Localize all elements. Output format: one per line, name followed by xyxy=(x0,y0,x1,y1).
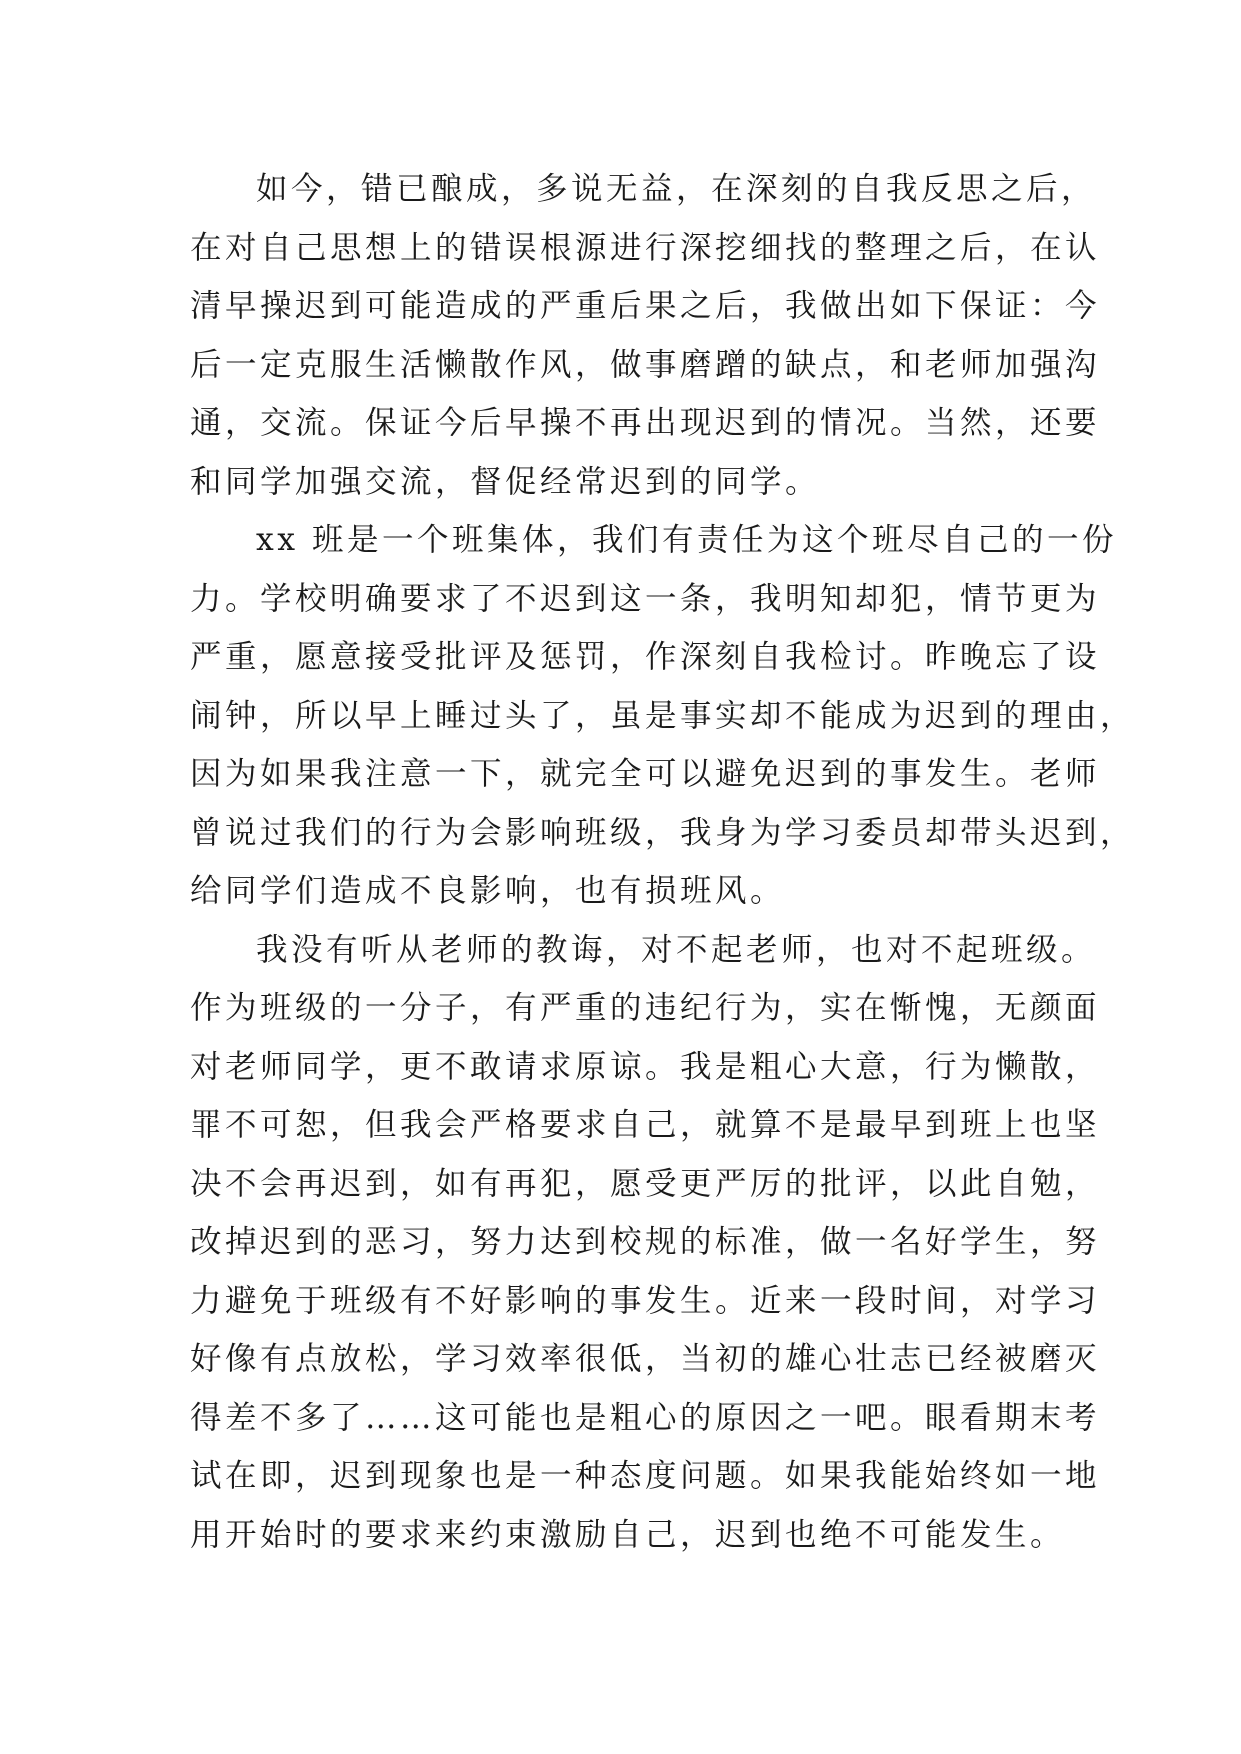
paragraph-line: 试在即，迟到现象也是一种态度问题。如果我能始终如一地 xyxy=(190,1458,1101,1494)
paragraph-line: 改掉迟到的恶习，努力达到校规的标准，做一名好学生，努 xyxy=(190,1224,1101,1260)
paragraph-2 xyxy=(190,511,1136,921)
paragraph-line: 决不会再迟到，如有再犯，愿受更严厉的批评，以此自勉， xyxy=(190,1165,1101,1202)
paragraph-line: 和同学加强交流，督促经常迟到的同学。 xyxy=(190,463,821,500)
document-body xyxy=(190,160,1136,1564)
paragraph-line: 清早操迟到可能造成的严重后果之后，我做出如下保证：今 xyxy=(190,288,1101,324)
paragraph-line: xx 班是一个班集体，我们有责任为这个班尽自己的一份 xyxy=(256,522,1118,558)
paragraph-line: 得差不多了……这可能也是粗心的原因之一吧。眼看期末考 xyxy=(190,1399,1101,1436)
paragraph-line: 如今，错已酿成，多说无益，在深刻的自我反思之后， xyxy=(256,171,1097,207)
paragraph-line: 作为班级的一分子，有严重的违纪行为，实在惭愧，无颜面 xyxy=(190,990,1101,1026)
paragraph-line: 力避免于班级有不好影响的事发生。近来一段时间，对学习 xyxy=(190,1282,1101,1319)
paragraph-line: 好像有点放松，学习效率很低，当初的雄心壮志已经被磨灭 xyxy=(190,1341,1101,1377)
paragraph-line: 严重，愿意接受批评及惩罚，作深刻自我检讨。昨晚忘了设 xyxy=(190,639,1101,675)
paragraph-line: 给同学们造成不良影响，也有损班风。 xyxy=(190,873,786,909)
paragraph-line: 力。学校明确要求了不迟到这一条，我明知却犯，情节更为 xyxy=(190,580,1101,617)
paragraph-line: 对老师同学，更不敢请求原谅。我是粗心大意，行为懒散， xyxy=(190,1048,1101,1085)
paragraph-line: 通，交流。保证今后早操不再出现迟到的情况。当然，还要 xyxy=(190,405,1101,441)
paragraph-line: 在对自己思想上的错误根源进行深挖细找的整理之后，在认 xyxy=(190,229,1101,266)
paragraph-line: 我没有听从老师的教诲，对不起老师，也对不起班级。 xyxy=(256,931,1097,968)
paragraph-line: 闹钟，所以早上睡过头了，虽是事实却不能成为迟到的理由， xyxy=(190,697,1136,734)
paragraph-line: 罪不可恕，但我会严格要求自己，就算不是最早到班上也坚 xyxy=(190,1107,1101,1143)
paragraph-line: 后一定克服生活懒散作风，做事磨蹭的缺点，和老师加强沟 xyxy=(190,346,1101,383)
paragraph-1 xyxy=(190,160,1101,511)
paragraph-line: 用开始时的要求来约束激励自己，迟到也绝不可能发生。 xyxy=(190,1516,1066,1553)
paragraph-line: 因为如果我注意一下，就完全可以避免迟到的事发生。老师 xyxy=(190,756,1101,792)
paragraph-3 xyxy=(190,921,1101,1565)
paragraph-line: 曾说过我们的行为会影响班级，我身为学习委员却带头迟到， xyxy=(190,814,1136,851)
